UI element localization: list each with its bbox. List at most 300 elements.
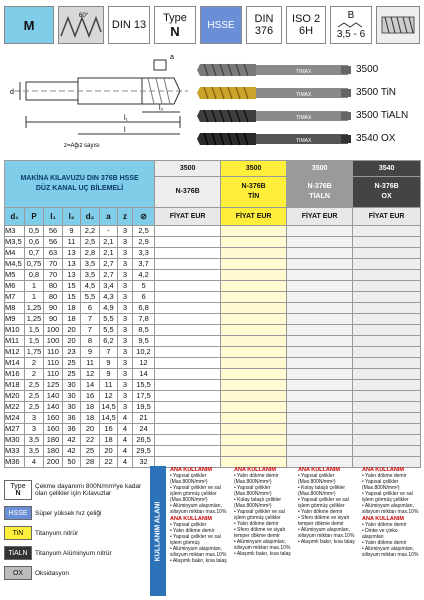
table-row bbox=[5, 380, 421, 391]
table-cell: 30 bbox=[63, 402, 81, 413]
table-cell: 3 bbox=[118, 325, 133, 336]
material-label: HSSE bbox=[207, 19, 235, 31]
col-header: d₁ bbox=[5, 208, 25, 226]
table-cell: 70 bbox=[44, 270, 63, 281]
table-cell: 70 bbox=[44, 259, 63, 270]
table-cell: 6,8 bbox=[133, 303, 155, 314]
table-cell: 3 bbox=[118, 336, 133, 347]
form-range: 3,5 - 6 bbox=[336, 29, 366, 40]
price-cell[interactable] bbox=[287, 248, 353, 259]
table-cell: 90 bbox=[44, 314, 63, 325]
tap-3500-tialn bbox=[196, 106, 420, 126]
price-cell[interactable] bbox=[353, 270, 421, 281]
price-cell[interactable] bbox=[353, 402, 421, 413]
price-cell[interactable] bbox=[353, 391, 421, 402]
price-cell[interactable] bbox=[353, 226, 421, 237]
price-cell[interactable] bbox=[221, 358, 287, 369]
price-cell[interactable] bbox=[221, 281, 287, 292]
table-row bbox=[5, 336, 421, 347]
usage-item: • Yapısal çelikler ve sal işlem görmüş bbox=[170, 534, 221, 546]
table-cell: 110 bbox=[44, 358, 63, 369]
table-cell: 1 bbox=[25, 281, 44, 292]
din-label: DIN bbox=[254, 13, 274, 25]
usage-item: • Yapısal çelikler (Max.800N/mm²) bbox=[362, 479, 400, 491]
usage-item: • Yapısal çelikler ve sal işlem görmüş çelikler (Max.800N/mm²) bbox=[170, 485, 221, 503]
table-cell: 18 bbox=[63, 314, 81, 325]
price-cell[interactable] bbox=[287, 435, 353, 446]
usage-item: • Yalın dökme demir bbox=[362, 540, 407, 546]
price-cell[interactable] bbox=[155, 369, 221, 380]
table-cell: 29,5 bbox=[133, 446, 155, 457]
table-cell: 4 bbox=[118, 457, 133, 468]
table-cell: M16 bbox=[5, 369, 25, 380]
table-cell: 13 bbox=[63, 248, 81, 259]
usage-item: • Alüminyum alaşımları, silisyum miktarı max.10% bbox=[170, 503, 227, 515]
price-cell[interactable] bbox=[155, 358, 221, 369]
usage-item: • Kolay talaşlı çelikler (Max.800N/mm²) bbox=[234, 497, 282, 509]
table-cell: 5,5 bbox=[100, 325, 118, 336]
usage-item: • Dinke ve çinko alaşımları bbox=[362, 528, 398, 540]
price-cell[interactable] bbox=[353, 347, 421, 358]
table-cell: M20 bbox=[5, 391, 25, 402]
legend-hsse-icon: HSSE bbox=[4, 506, 32, 520]
price-cell[interactable] bbox=[287, 325, 353, 336]
price-cell[interactable] bbox=[287, 413, 353, 424]
table-cell: 3 bbox=[118, 347, 133, 358]
table-cell: 100 bbox=[44, 336, 63, 347]
price-cell[interactable] bbox=[287, 259, 353, 270]
table-cell: 4,9 bbox=[100, 303, 118, 314]
product-sub bbox=[353, 177, 421, 208]
table-cell: 2,5 bbox=[25, 402, 44, 413]
table-row bbox=[5, 413, 421, 424]
table-cell: 16 bbox=[81, 391, 100, 402]
price-cell[interactable] bbox=[155, 226, 221, 237]
price-cell[interactable] bbox=[287, 270, 353, 281]
table-row bbox=[5, 303, 421, 314]
table-row bbox=[5, 248, 421, 259]
table-cell: M18 bbox=[5, 380, 25, 391]
price-cell[interactable] bbox=[287, 380, 353, 391]
table-cell: M10 bbox=[5, 325, 25, 336]
price-cell[interactable] bbox=[287, 292, 353, 303]
table-cell: 0,75 bbox=[25, 259, 44, 270]
price-cell[interactable] bbox=[353, 424, 421, 435]
price-cell[interactable] bbox=[287, 336, 353, 347]
price-cell[interactable] bbox=[155, 391, 221, 402]
table-cell: 12 bbox=[133, 358, 155, 369]
usage-item: • Alaşımlı bakır, kısa talaş bbox=[234, 551, 291, 557]
price-cell[interactable] bbox=[353, 237, 421, 248]
price-cell[interactable] bbox=[353, 380, 421, 391]
legend-tialn-icon: TiALN bbox=[4, 546, 32, 560]
table-cell: 3 bbox=[118, 391, 133, 402]
table-title-line2: DÜZ KANAL UÇ BİLEMELİ bbox=[35, 185, 124, 192]
col-header: l₂ bbox=[63, 208, 81, 226]
legend-text: Titanyum Alüminyum nitrür bbox=[35, 549, 112, 557]
usage-item: • Alüminyum alaşımları, silisyum miktarı max.10% bbox=[170, 546, 227, 558]
price-cell[interactable] bbox=[155, 435, 221, 446]
legend-text: Titanyum nitrür bbox=[35, 529, 79, 537]
table-cell: M3,5 bbox=[5, 237, 25, 248]
legend bbox=[4, 466, 148, 596]
price-header: FİYAT EUR bbox=[287, 208, 353, 226]
din-number: 376 bbox=[254, 25, 274, 37]
price-cell[interactable] bbox=[287, 226, 353, 237]
product-code: 3500 bbox=[287, 161, 353, 177]
label-l: l bbox=[124, 127, 126, 134]
price-cell[interactable] bbox=[221, 292, 287, 303]
price-cell[interactable] bbox=[353, 314, 421, 325]
table-cell: 14,5 bbox=[101, 402, 116, 411]
table-cell: 1,75 bbox=[25, 347, 44, 358]
material-code: M bbox=[23, 17, 35, 33]
legend-type-icon bbox=[4, 480, 32, 500]
price-cell[interactable] bbox=[155, 413, 221, 424]
table-cell: 56 bbox=[44, 237, 63, 248]
table-cell: M30 bbox=[5, 435, 25, 446]
price-cell[interactable] bbox=[155, 237, 221, 248]
legend-type-label: Type bbox=[10, 483, 26, 490]
label-l2: l₂ bbox=[159, 105, 164, 112]
usage-item: • Yapısal çelikler (Max.800N/mm²) bbox=[234, 485, 272, 497]
price-cell[interactable] bbox=[287, 358, 353, 369]
price-cell[interactable] bbox=[353, 248, 421, 259]
table-cell: 3 bbox=[118, 402, 133, 413]
usage-heading: ANA KULLANIM bbox=[234, 467, 276, 473]
table-cell: 5,5 bbox=[100, 314, 118, 325]
product-sub bbox=[155, 177, 221, 208]
form-badge bbox=[330, 6, 372, 44]
usage-subheading: ANA KULLANIM bbox=[170, 516, 212, 522]
price-cell[interactable] bbox=[221, 314, 287, 325]
legend-item bbox=[4, 480, 148, 500]
table-title-line1: MAKİNA KILAVUZU DIN 376B HSSE bbox=[20, 175, 139, 182]
table-cell: 18 bbox=[81, 402, 100, 413]
table-cell: 23 bbox=[63, 347, 81, 358]
table-cell: 20 bbox=[100, 446, 118, 457]
price-cell[interactable] bbox=[221, 325, 287, 336]
tap-label: 3540 OX bbox=[356, 133, 396, 144]
price-cell[interactable] bbox=[155, 314, 221, 325]
price-cell[interactable] bbox=[287, 237, 353, 248]
table-cell: 6 bbox=[133, 292, 155, 303]
table-cell: 6 bbox=[81, 303, 100, 314]
table-cell: M36 bbox=[5, 457, 25, 468]
price-cell[interactable] bbox=[221, 270, 287, 281]
price-cell[interactable] bbox=[221, 435, 287, 446]
usage-column bbox=[168, 466, 230, 596]
table-cell: 18 bbox=[100, 435, 118, 446]
table-cell: M14 bbox=[5, 358, 25, 369]
price-header: FİYAT EUR bbox=[221, 208, 287, 226]
tap-icon bbox=[196, 60, 352, 80]
usage-heading: ANA KULLANIM bbox=[362, 467, 404, 473]
table-cell: 2 bbox=[25, 358, 44, 369]
table-cell: 9 bbox=[63, 226, 81, 237]
table-cell: M24 bbox=[5, 413, 25, 424]
col-header: ⊘ bbox=[133, 208, 155, 226]
usage-item: • Alüminyum alaşımları, silisyum miktarı max.10% bbox=[234, 539, 291, 551]
table-cell: 13 bbox=[63, 259, 81, 270]
usage-item: • Alaşımlı bakır, kısa talaş bbox=[170, 558, 227, 564]
price-cell[interactable] bbox=[155, 424, 221, 435]
col-header: z bbox=[118, 208, 133, 226]
table-cell: 20 bbox=[81, 424, 100, 435]
table-cell: 25 bbox=[63, 358, 81, 369]
price-cell[interactable] bbox=[287, 446, 353, 457]
price-cell[interactable] bbox=[155, 446, 221, 457]
table-cell: 21 bbox=[133, 413, 155, 424]
price-cell[interactable] bbox=[287, 424, 353, 435]
table-cell: 56 bbox=[44, 226, 63, 237]
table-cell: 80 bbox=[44, 292, 63, 303]
table-row bbox=[5, 325, 421, 336]
table-cell: 22 bbox=[100, 457, 118, 468]
tap-brand: TIMAX bbox=[296, 115, 312, 121]
table-cell: 17,5 bbox=[133, 391, 155, 402]
material-code-badge bbox=[4, 6, 54, 44]
product-coating: TİN bbox=[247, 193, 260, 201]
usage-column bbox=[296, 466, 358, 596]
table-cell: 1,5 bbox=[25, 325, 44, 336]
price-cell[interactable] bbox=[155, 347, 221, 358]
table-cell: 15 bbox=[63, 292, 81, 303]
price-cell[interactable] bbox=[287, 402, 353, 413]
table-cell: M4,5 bbox=[5, 259, 25, 270]
price-cell[interactable] bbox=[353, 435, 421, 446]
usage-item: • Yapısal çelikler bbox=[170, 522, 207, 528]
price-cell[interactable] bbox=[155, 380, 221, 391]
label-d: d bbox=[10, 89, 14, 96]
usage-item: • Yalın dökme demir bbox=[234, 521, 279, 527]
price-cell[interactable] bbox=[155, 270, 221, 281]
table-cell: 110 bbox=[44, 369, 63, 380]
price-cell[interactable] bbox=[155, 248, 221, 259]
tap-products bbox=[196, 56, 420, 152]
usage-column bbox=[360, 466, 422, 596]
price-cell[interactable] bbox=[287, 303, 353, 314]
price-cell[interactable] bbox=[353, 358, 421, 369]
col-header: a bbox=[100, 208, 118, 226]
price-cell[interactable] bbox=[221, 248, 287, 259]
price-cell[interactable] bbox=[287, 391, 353, 402]
usage-item: • Yalın dökme demir bbox=[362, 473, 407, 479]
price-cell[interactable] bbox=[221, 237, 287, 248]
table-cell: 8 bbox=[81, 336, 100, 347]
price-cell[interactable] bbox=[221, 303, 287, 314]
price-cell[interactable] bbox=[353, 369, 421, 380]
table-cell: 0,8 bbox=[25, 270, 44, 281]
table-cell: M12 bbox=[5, 347, 25, 358]
table-cell: 9 bbox=[81, 347, 100, 358]
table-row bbox=[5, 314, 421, 325]
table-cell: 36 bbox=[63, 413, 81, 424]
table-cell: 3,5 bbox=[81, 259, 100, 270]
table-cell: 9 bbox=[100, 369, 118, 380]
price-cell[interactable] bbox=[287, 369, 353, 380]
price-cell[interactable] bbox=[353, 413, 421, 424]
table-cell: M8 bbox=[5, 303, 25, 314]
price-cell[interactable] bbox=[221, 391, 287, 402]
price-cell[interactable] bbox=[221, 424, 287, 435]
price-cell[interactable] bbox=[221, 369, 287, 380]
table-cell: 32 bbox=[133, 457, 155, 468]
table-cell: 2,5 bbox=[25, 380, 44, 391]
price-cell[interactable] bbox=[221, 347, 287, 358]
usage-item: • Alaşımlı bakır, kısa talaş bbox=[298, 539, 355, 545]
price-cell[interactable] bbox=[155, 336, 221, 347]
form-shape-icon bbox=[336, 21, 366, 29]
table-cell: 3,3 bbox=[133, 248, 155, 259]
usage-item: • Alüminyum alaşımları, silisyum miktarı max.10% bbox=[298, 527, 355, 539]
table-cell: 25 bbox=[63, 369, 81, 380]
table-cell: 36 bbox=[63, 424, 81, 435]
table-cell: 180 bbox=[44, 446, 63, 457]
table-row bbox=[5, 369, 421, 380]
usage-item: • Yalın dökme demir (Max.800N/mm²) bbox=[234, 473, 279, 485]
table-row bbox=[5, 402, 421, 413]
type-badge bbox=[154, 6, 196, 44]
table-cell: 11 bbox=[63, 237, 81, 248]
table-cell: 3 bbox=[118, 292, 133, 303]
thread-pattern-icon bbox=[379, 11, 417, 39]
table-cell: 6,2 bbox=[100, 336, 118, 347]
price-cell[interactable] bbox=[353, 292, 421, 303]
table-cell: 7 bbox=[81, 325, 100, 336]
table-cell: 26,5 bbox=[133, 435, 155, 446]
iso-label: ISO 2 bbox=[291, 13, 321, 25]
table-cell: 80 bbox=[44, 281, 63, 292]
table-cell: 1,25 bbox=[25, 314, 44, 325]
price-cell[interactable] bbox=[221, 402, 287, 413]
product-table bbox=[4, 160, 420, 468]
product-sub bbox=[221, 177, 287, 208]
table-cell: M4 bbox=[5, 248, 25, 259]
thread-angle: 60° bbox=[79, 13, 89, 19]
legend-text: Süper yüksek hız çeliği bbox=[35, 509, 102, 517]
dimension-price-table bbox=[4, 160, 421, 468]
table-row bbox=[5, 237, 421, 248]
usage-area-label bbox=[150, 466, 166, 596]
price-cell[interactable] bbox=[221, 446, 287, 457]
price-header: FİYAT EUR bbox=[353, 208, 421, 226]
table-cell: M9 bbox=[5, 314, 25, 325]
table-row bbox=[5, 424, 421, 435]
table-cell: 3 bbox=[118, 380, 133, 391]
table-cell: 18 bbox=[81, 413, 100, 424]
technical-drawing bbox=[4, 50, 194, 152]
thread-profile-badge bbox=[58, 6, 104, 44]
legend-item bbox=[4, 526, 148, 540]
table-cell: 2,7 bbox=[100, 259, 118, 270]
table-cell: 5,5 bbox=[81, 292, 100, 303]
price-cell[interactable] bbox=[221, 413, 287, 424]
table-cell: 2 bbox=[25, 369, 44, 380]
table-cell: M6 bbox=[5, 281, 25, 292]
table-cell: 14 bbox=[81, 380, 100, 391]
table-row bbox=[5, 391, 421, 402]
price-cell[interactable] bbox=[353, 281, 421, 292]
table-cell: 0,5 bbox=[25, 226, 44, 237]
price-cell[interactable] bbox=[353, 303, 421, 314]
price-cell[interactable] bbox=[353, 446, 421, 457]
din-badge bbox=[246, 6, 282, 44]
type-label: Type bbox=[163, 12, 187, 24]
price-cell[interactable] bbox=[287, 281, 353, 292]
table-cell: 3,5 bbox=[25, 435, 44, 446]
table-title bbox=[5, 161, 155, 208]
usage-area-text: KULLANIM ALANI bbox=[154, 501, 162, 561]
table-cell: 4 bbox=[25, 457, 44, 468]
table-cell: 140 bbox=[44, 391, 63, 402]
price-cell[interactable] bbox=[353, 259, 421, 270]
table-cell: 2,5 bbox=[81, 237, 100, 248]
price-cell[interactable] bbox=[221, 259, 287, 270]
table-cell: 110 bbox=[44, 347, 63, 358]
usage-item: • Sfero dökme ve siyah temper dökme demir bbox=[234, 527, 286, 539]
table-cell: 14,5 bbox=[101, 413, 116, 422]
table-cell: 125 bbox=[44, 380, 63, 391]
price-cell[interactable] bbox=[221, 226, 287, 237]
table-cell: 42 bbox=[63, 446, 81, 457]
table-cell: 1 bbox=[25, 292, 44, 303]
table-cell: 42 bbox=[63, 435, 81, 446]
table-cell: 2,1 bbox=[100, 237, 118, 248]
price-cell[interactable] bbox=[155, 402, 221, 413]
table-cell: 160 bbox=[44, 424, 63, 435]
table-cell: 4 bbox=[118, 424, 133, 435]
table-cell: 2,1 bbox=[100, 248, 118, 259]
price-cell[interactable] bbox=[155, 325, 221, 336]
tap-3500 bbox=[196, 60, 420, 80]
product-code: 3500 bbox=[155, 161, 221, 177]
table-cell: 7,8 bbox=[133, 314, 155, 325]
price-cell[interactable] bbox=[353, 325, 421, 336]
price-cell[interactable] bbox=[155, 303, 221, 314]
table-cell: 16 bbox=[100, 424, 118, 435]
price-cell[interactable] bbox=[155, 281, 221, 292]
table-cell: 2,5 bbox=[25, 391, 44, 402]
price-cell[interactable] bbox=[353, 336, 421, 347]
col-header: l₁ bbox=[44, 208, 63, 226]
table-cell: 20 bbox=[63, 336, 81, 347]
usage-item: • Yapısal çelikler (Max.800N/mm²) bbox=[170, 473, 208, 485]
table-cell: 180 bbox=[44, 435, 63, 446]
price-cell[interactable] bbox=[221, 380, 287, 391]
material-badge bbox=[200, 6, 242, 44]
table-cell: 3 bbox=[118, 259, 133, 270]
price-cell[interactable] bbox=[287, 314, 353, 325]
table-cell: 25 bbox=[81, 446, 100, 457]
table-row bbox=[5, 270, 421, 281]
legend-text: Oksidasyon bbox=[35, 569, 69, 577]
usage-column bbox=[232, 466, 294, 596]
table-body bbox=[5, 226, 421, 468]
price-cell[interactable] bbox=[221, 336, 287, 347]
product-sub-line: N-376B bbox=[374, 183, 399, 191]
table-cell: 7 bbox=[81, 314, 100, 325]
table-row bbox=[5, 446, 421, 457]
tap-icon bbox=[196, 129, 352, 149]
table-cell: 15,5 bbox=[133, 380, 155, 391]
table-cell: 4,5 bbox=[81, 281, 100, 292]
price-cell[interactable] bbox=[155, 292, 221, 303]
usage-item: • Yalın dökme demir bbox=[298, 509, 343, 515]
price-cell[interactable] bbox=[287, 347, 353, 358]
tap-drawing-icon bbox=[4, 50, 194, 152]
price-cell[interactable] bbox=[155, 259, 221, 270]
